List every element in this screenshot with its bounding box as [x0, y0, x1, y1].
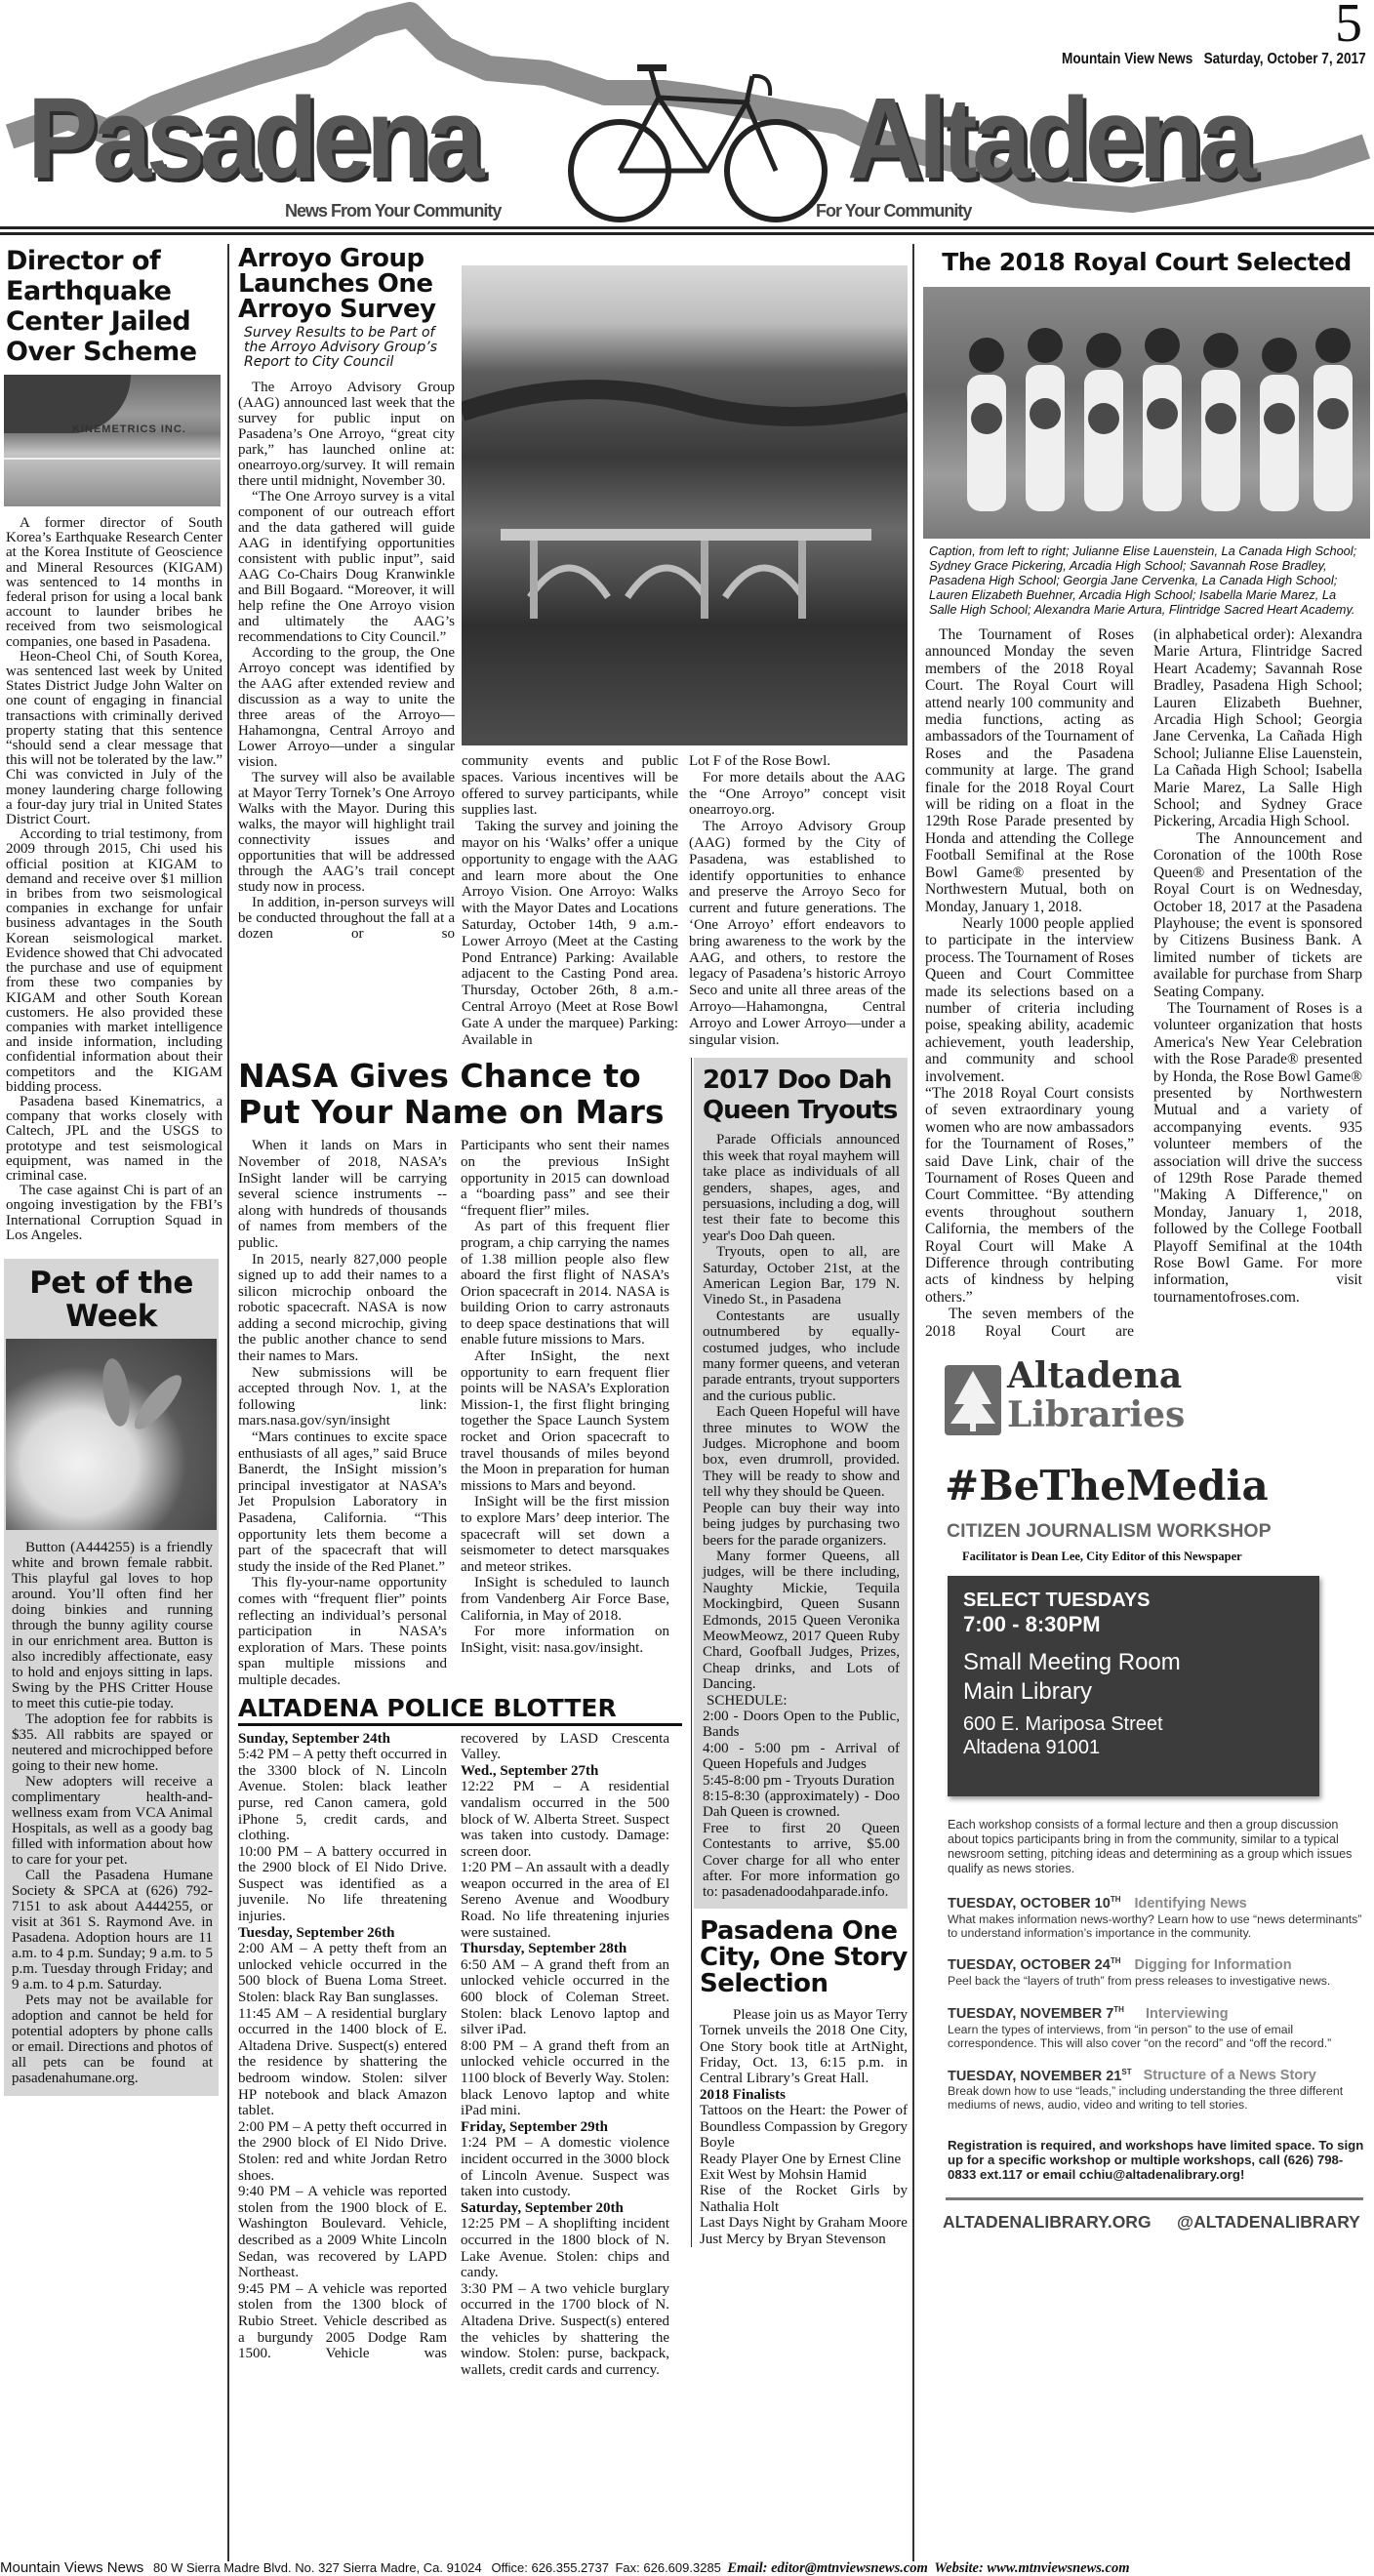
- finalists-label: 2018 Finalists: [700, 2086, 786, 2103]
- blotter-col1: [238, 1731, 447, 2362]
- masthead: [0, 0, 1374, 239]
- schedule-item: 4:00 - 5:00 pm - Arrival of Queen Hopefuls and Judges: [703, 1740, 900, 1773]
- blotter-day: Sunday, September 24th: [238, 1730, 391, 1747]
- library-website[interactable]: ALTADENALIBRARY.ORG: [943, 2211, 1152, 2232]
- blotter-entry: Tuesday, September 26th 2:00 AM – A petty theft from an unlocked vehicle occurred in the 500 block of Buena Loma Street. Stolen: black Ray Ban sunglasses.: [238, 1924, 447, 2006]
- paragraph: Contestants are usually outnumbered by equally-costumed judges, who include many former queens, and veteran parade entrants, tryout supporters and the curious public.: [703, 1308, 900, 1404]
- paragraph: Taking the survey and joining the mayor on his ‘Walks’ offer a unique opportunity to engage with the AAG and learn more about the One Arroyo Vision. One Arroyo: Walks with the Mayor Dates and Locations Saturday, October 14th, 9 a.m.- Lower Arroyo (Meet at the Casting Pond Entrance) Parking: Available adjacent to the Casting Pond area. Thursday, October 26th, 8 a.m.- Central Arroyo (Meet at Rose Bowl Gate A under the marquee) Parking: Available in: [462, 819, 678, 1048]
- paragraph: New submissions will be accepted through Nov. 1, at the following link: mars.nasa.gov/syn/insight: [238, 1364, 447, 1429]
- paragraph: Many former Queens, all judges, will be there including, Naughty Mickie, Tequila Mockingbird, Queen Susann Edmonds, 2015 Queen Veronika MeowMeowz, 2017 Queen Ruby Chard, Goofball Judges, Prizes, Cheap drinks, and Lots of Dancing.: [703, 1548, 900, 1693]
- box-line: 7:00 - 8:30PM: [963, 1612, 1101, 1637]
- paragraph: The Announcement and Coronation of the 100th Rose Queen® and Presentation of the Royal Court is on Wednesday, October 18, 2017 at the Pasadena Playhouse; the event is sponsored by Citizens Business Bank. A limited number of tickets are available for purchase from Sharp Seating Company.: [1153, 829, 1362, 1000]
- finalist-item: Exit West by Mohsin Hamid: [700, 2166, 868, 2183]
- box-line: Small Meeting Room: [963, 1649, 1181, 1676]
- pet-body: [12, 1540, 213, 2086]
- blotter-entry: 11:45 AM – A residential burglary occurred in the 1400 block of E. Altadena Drive. Suspect(s) entered the residence by shattering the bedroom window. Stolen: silver HP notebook and black Amazon tablet.: [238, 2005, 447, 2119]
- footer-fax: Fax: 626.609.3285: [615, 2560, 721, 2575]
- article-body-col1: [238, 1138, 447, 1688]
- paragraph: InSight will be the first mission to explore Mars’ deep interior. The spacecraft will set down a seismometer to detect marsquakes and meteor strikes.: [461, 1494, 669, 1575]
- library-handle[interactable]: @ALTADENALIBRARY: [1177, 2211, 1360, 2232]
- article-headline: Arroyo Group Launches One Arroyo Survey: [238, 244, 436, 324]
- article-subhead: Survey Results to be Part of the Arroyo Advisory Group’s Report to City Council: [244, 325, 438, 370]
- paper-date: Mountain View News Saturday, October 7, 2017: [1062, 51, 1366, 67]
- blotter-entry: 9:45 PM – A vehicle was reported stolen from the 1300 block of Rubio Street. Vehicle described as a burgundy 2005 Dodge Ram 1500. Vehicle was: [238, 2280, 447, 2362]
- paragraph: Pets may not be available for adoption and cannot be held for potential adopters by phone calls or email. Directions and photos of all pets can be found at pasadenahumane.org.: [12, 1992, 213, 2086]
- tagline-left: News From Your Community: [285, 201, 502, 221]
- blotter-day: Saturday, September 20th: [461, 2199, 624, 2216]
- article-body-col1: [238, 380, 455, 942]
- paragraph: For more information on InSight, visit: nasa.gov/insight.: [461, 1624, 669, 1656]
- paragraph: “The 2018 Royal Court consists of seven extraordinary young women who are now ambassadors for the Tournament of Roses,” said Dave Link, chair of the Tournament of Roses Queen and Court Committee. “By attending events throughout southern California, the members of the Royal Court will Make A Difference through contributing acts of kindness by helping others.”: [925, 1084, 1134, 1306]
- paragraph: “The One Arroyo survey is a vital component of our outreach effort and the data gathered will guide AAG in identifying opportunities consistent with public input”, said AAG Co-Chairs Doug Kranwinkle and Bill Bogaard. “Moreover, it will help refine the One Arroyo vision and ultimately the AAG’s recommendations to City Council.”: [238, 489, 455, 645]
- paragraph: According to trial testimony, from 2009 through 2015, Chi used his official position at KIGAM to demand and receive over $1 million in bribes from two seismological companies in exchange for unfair business advantages in the South Korean seismological market. Evidence showed that Chi advocated the purchase and use of equipment from these two companies by KIGAM and other South Korean customers. He also provided these companies with market intelligence and inside information, including confidential information about their competitors and the KIGAM bidding process.: [6, 826, 222, 1095]
- session: TUESDAY, OCTOBER 24TH Digging for Information Peel back the “layers of truth” from press releases to investigative news.: [948, 1956, 1331, 1989]
- paragraph: The adoption fee for rabbits is $35. All rabbits are spayed or neutered and microchipped before going to their new home.: [12, 1711, 213, 1774]
- logo-line1: Altadena: [1007, 1355, 1183, 1397]
- schedule-item: 2:00 - Doors Open to the Public, Bands: [703, 1708, 900, 1741]
- blotter-day: Friday, September 29th: [461, 2118, 608, 2135]
- royal-court-photo: [923, 287, 1370, 539]
- paragraph: (in alphabetical order): Alexandra Marie Artura, Flintridge Sacred Heart Academy; Savannah Rose Bradley, Pasadena High School; Lauren Elizabeth Buehner, Arcadia High School; Georgia Jane Cervenka, La Cañada High School; Julianne Elise Lauenstein, La Cañada High School; Isabella Marie Marez, La Salle High School; and Sydney Grace Pickering, Arcadia High School.: [1153, 626, 1362, 830]
- ad-rule: [946, 2197, 1363, 2200]
- paragraph: Free to first 20 Queen Contestants to arrive, $5.00 Cover charge for all who enter after. For more information go to: pasadenadoodahparade.info.: [703, 1820, 900, 1901]
- blotter-entry: 1:20 PM – An assault with a deadly weapon occurred in the area of El Sereno Avenue and Woodbury Road. No life threatening injuries were sustained.: [461, 1860, 669, 1941]
- kinemetrics-building-photo: [4, 375, 221, 506]
- paragraph: Nearly 1000 people applied to participate in the interview process. The Tournament of Roses Queen and Court Committee made its selections based on a number of criteria including poise, speaking ability, academic achievement, youth leadership, and community and school involvement.: [925, 914, 1135, 1085]
- paragraph: According to the group, the One Arroyo concept was identified by the AAG after extended review and discussion as a way to unite the three areas of the Arroyo—Hahamongna, Central Arroyo and Lower Arroyo—under a singular vision.: [238, 645, 455, 770]
- masthead-rule: [0, 226, 1374, 235]
- paragraph: Parade Officials announced this week that royal mayhem will take place as individuals of all genders, shapes, ages, and persuasions, including a dog, will test their fate to become this year's Doo Dah queen.: [703, 1132, 900, 1244]
- registration-note: Registration is required, and workshops have limited space. To sign up for a specific workshop or multiple workshops, call (626) 798-0833 ext.117 or email cchiu@altadenalibrary.org!: [948, 2137, 1364, 2182]
- article-headline: Pasadena One City, One Story Selection: [700, 1915, 908, 1998]
- blotter-entry: Friday, September 29th 1:24 PM – A domestic violence incident occurred in the 3000 block of Lincoln Avenue. Suspect was taken into custody.: [461, 2118, 669, 2200]
- article-body-col2: [461, 1138, 669, 1656]
- article-headline: NASA Gives Chance to Put Your Name on Mars: [238, 1057, 665, 1132]
- tree-icon: [945, 1365, 1001, 1435]
- footer: [0, 2560, 1374, 2576]
- pet-headline: Pet of the Week: [29, 1265, 193, 1334]
- sessions-list: [948, 1890, 1367, 2113]
- schedule-item: 8:15-8:30 (approximately) - Doo Dah Queen is crowned.: [703, 1789, 900, 1821]
- paragraph: Button (A444255) is a friendly white and brown female rabbit. This playful gal loves to hop around. You’ll often find her doing binkies and running through the bunny agility course in our enrichment area. Button is also incredibly affectionate, easy to hold and enjoys sitting in laps. Swing by the PHS Critter House to meet this cutie-pie today.: [12, 1539, 213, 1711]
- paragraph: Pasadena based Kinematrics, a company that works closely with Caltech, JPL and the USGS to prototype and test seismological equipment, was named in the criminal case.: [6, 1093, 222, 1184]
- right-column: [921, 246, 1372, 2329]
- column-rule: [912, 244, 914, 2561]
- tagline-right: For Your Community: [816, 201, 972, 221]
- arroyo-right: [462, 246, 908, 1048]
- pet-of-the-week: [4, 1259, 219, 2096]
- paragraph: Please join us as Mayor Terry Tornek unveils the 2018 One City, One Story book title at ArtNight, Friday, Oct. 13, 6:15 p.m. in Central Library’s Great Hall.: [700, 2006, 908, 2087]
- session-topic: Structure of a News Story: [1143, 2068, 1316, 2084]
- session-topic: Identifying News: [1134, 1895, 1247, 1912]
- blotter-entry: 2:00 PM – A petty theft occurred in the 2900 block of El Nido Drive. Stolen: red and white Jordan Retro shoes.: [238, 2118, 447, 2184]
- paragraph: InSight is scheduled to launch from Vandenberg Air Force Base, California, in May of 2018.: [461, 1575, 669, 1624]
- altadena-libraries-ad: [921, 1353, 1372, 2329]
- paragraph: The Arroyo Advisory Group (AAG) formed by the City of Pasadena, was established to identify opportunities to enhance and preserve the Arroyo Seco for current and future generations. The ‘One Arroyo’ effort endeavors to bring awareness to the work by the AAG, and others, to restore the legacy of Pasadena’s historic Arroyo Seco and unite all three areas of the Arroyo—Hahamongna, Central Arroyo and Lower Arroyo—under a singular vision.: [689, 819, 906, 1048]
- footer-website[interactable]: Website: www.mtnviewsnews.com: [934, 2560, 1130, 2576]
- paragraph: community events and public spaces. Various incentives will be offered to survey participants, while supplies last.: [462, 753, 678, 819]
- left-column: [4, 246, 222, 2096]
- paragraph: People can buy their way into being judges by purchasing two beers for the parade organizers.: [703, 1500, 900, 1549]
- paragraph: Each Queen Hopeful will have three minutes to WOW the Judges. Microphone and boom box, even drumroll, provided. They will be ready to show and tell why they should be Queen.: [703, 1404, 900, 1501]
- blotter-day: Wed., September 27th: [461, 1762, 599, 1779]
- article-arroyo-col2: [462, 753, 678, 1048]
- paragraph: The case against Chi is part of an ongoing investigation by the FBI’s International Corruption Squad in Los Angeles.: [6, 1183, 222, 1243]
- article-body: [703, 1132, 900, 1901]
- paragraph: The survey will also be available at Mayor Terry Tornek’s One Arroyo Walks with the Mayor. During this walks, the mayor will highlight trail connectivity issues and opportunities that will be addressed through the AAG’s trail concept study now in process.: [238, 770, 455, 895]
- arroyo-row: [238, 246, 909, 1048]
- paragraph: New adopters will receive a complimentary health-and-wellness exam from VCA Animal Hospitals, as well as a goody bag filled with information about how to care for your pet.: [12, 1773, 213, 1868]
- logo-altadena: Altadena: [847, 74, 1252, 203]
- article-headline: 2017 Doo Dah Queen Tryouts: [703, 1066, 898, 1126]
- paragraph: After InSight, the next opportunity to earn frequent flier points will be NASA’s Exploration Mission-1, the first flight bringing together the Space Launch System rocket and Orion spacecraft to travel thousands of miles beyond the Moon in preparation for human missions to Mars and beyond.: [461, 1348, 669, 1494]
- footer-paper: Mountain Views News: [0, 2559, 144, 2576]
- session: TUESDAY, OCTOBER 10TH Identifying News What makes information news-worthy? Learn how to use “news determinants” to understand information’s importance in the community.: [948, 1895, 1362, 1940]
- blotter-headline: ALTADENA POLICE BLOTTER: [238, 1695, 682, 1726]
- article-arroyo-col3: [689, 753, 906, 1048]
- article-royal-court: [921, 246, 1372, 1340]
- doodah-and-onecity: [691, 1058, 908, 2247]
- ad-lower: [943, 1818, 1367, 2233]
- session-topic: Digging for Information: [1134, 1957, 1292, 1974]
- logo-pasadena: Pasadena: [27, 74, 479, 203]
- article-nasa: [238, 1058, 682, 1688]
- article-body: [6, 516, 222, 1243]
- article-body-col2: [1153, 626, 1362, 1306]
- box-line: Main Library: [963, 1678, 1093, 1706]
- blotter-entry: Saturday, September 20th 12:25 PM – A shoplifting incident occurred in the 1800 block of N. Lake Avenue. Stolen: chips and candy.: [461, 2199, 669, 2281]
- article-arroyo: [238, 246, 455, 942]
- footer-address: 80 W Sierra Madre Blvd. No. 327 Sierra Madre, Ca. 91024: [153, 2560, 482, 2575]
- paragraph: For more details about the AAG the “One Arroyo” concept visit onearroyo.org.: [689, 769, 906, 819]
- paragraph: The seven members of the 2018 Royal Court are: [925, 1306, 1134, 1340]
- schedule-label: SCHEDULE:: [707, 1692, 788, 1709]
- footer-office: Office: 626.355.2737: [491, 2560, 609, 2575]
- schedule-box: [948, 1576, 1319, 1796]
- paragraph: Heon-Cheol Chi, of South Korea, was sentenced last week by United States District Judge John Walter on one count of engaging in financial transactions with criminally derived property stating that this sentence “should send a clear message that this will not be tolerated by the law.” Chi was convicted in July of the money laundering charge following a four-day jury trial in United States District Court.: [6, 648, 222, 828]
- finalist-item: Ready Player One by Ernest Cline: [700, 2151, 902, 2167]
- paragraph: “Mars continues to excite space enthusiasts of all ages,” said Bruce Banerdt, the InSight mission’s principal investigator at NASA’s Jet Propulsion Laboratory in Pasadena, California. “This opportunity lets them become a part of the spacecraft that will study the inside of the Red Planet.”: [238, 1429, 447, 1575]
- blotter-entry: 8:00 PM – A grand theft from an unlocked vehicle occurred in the 1100 block of Beverly Way. Stolen: black Lenovo laptop and white iPad mini.: [461, 2037, 669, 2119]
- blotter-entry: 3:30 PM – A two vehicle burglary occurred in the 1700 block of N. Altadena Drive. Suspect(s) entered the vehicles by shattering the window. Stolen: purse, backpack, wallets, credit cards and currency.: [461, 2280, 669, 2378]
- session: TUESDAY, NOVEMBER 7TH Interviewing Learn the types of interviews, from “in person” to the use of email correspondence. This will also cover “on the record” and “off the record.”: [948, 2005, 1332, 2050]
- article-doodah: [694, 1058, 908, 1909]
- rabbit-photo: [6, 1339, 217, 1530]
- middle-columns: [238, 246, 909, 2378]
- box-line: 600 E. Mariposa Street: [963, 1713, 1163, 1736]
- workshop-subtitle: CITIZEN JOURNALISM WORKSHOP: [947, 1520, 1272, 1543]
- paragraph: The Tournament of Roses announced Monday the seven members of the 2018 Royal Court. The Royal Court will attend nearly 100 community and media functions, acting as ambassadors of the Tournament of Roses and the Pasadena community at large. The grand finale for the 2018 Royal Court will be riding on a float in the 129th Rose Parade presented by Honda and attending the College Football Semifinal at the Rose Bowl Game® presented by Northwestern Mutual, both on Monday, January 1, 2018.: [925, 626, 1134, 915]
- paragraph: The Arroyo Advisory Group (AAG) announced last week that the survey for public input on Pasadena’s One Arroyo, “great city park,” has launched online at: onearroyo.org/survey. It will remain there until midnight, November 30.: [238, 380, 455, 489]
- logo-line2: Libraries: [1007, 1394, 1186, 1436]
- blotter-entry: Thursday, September 28th 6:50 AM – A grand theft from an unlocked vehicle occurred in the 600 block of Coleman Street. Stolen: black Lenovo laptop and silver iPad.: [461, 1941, 669, 2038]
- article-body: [700, 2007, 908, 2247]
- arroyo-bridge-photo: [462, 265, 908, 745]
- finalist-item: Just Mercy by Bryan Stevenson: [700, 2231, 886, 2247]
- session-topic: Interviewing: [1145, 2005, 1229, 2022]
- session: TUESDAY, NOVEMBER 21ST Structure of a News Story Break down how to use “leads,” including understanding the three different mediums of news, audio, video and writing to tell stories.: [948, 2067, 1344, 2113]
- box-line: SELECT TUESDAYS: [963, 1590, 1151, 1612]
- paragraph: A former director of South Korea’s Earthquake Research Center at the Korea Institute of Geoscience and Mineral Resources (KIGAM) was sentenced to 14 months in federal prison for using a local bank account to launder bribes he received from two seismological companies, one based in Pasadena.: [6, 515, 222, 650]
- blotter-entry: 9:40 PM – A vehicle was reported stolen from the 1900 block of E. Washington Boulevard. Vehicle, described as a 2009 White Lincoln Sedan, was recovered by LAPD Northeast.: [238, 2184, 447, 2281]
- article-onecity: [694, 1915, 908, 2247]
- photo-caption: Caption, from left to right; Julianne Elise Lauenstein, La Canada High School; Sydney Grace Pickering, Arcadia High School; Savannah Rose Bradley, Pasadena High School; Georgia Jane Cervenka, La Canada High School; Lauren Elizabeth Buehner, Arcadia High School; Isabella Marie Marez, La Salle High School; Alexandra Marie Artura, Flintridge Sacred Heart Academy.: [929, 543, 1357, 617]
- paragraph: Lot F of the Rose Bowl.: [689, 753, 830, 769]
- hashtag-title: #BeTheMedia: [945, 1462, 1269, 1510]
- article-director: [4, 246, 222, 1243]
- blotter-day: Thursday, September 28th: [461, 1941, 627, 1957]
- paragraph: As part of this frequent flier program, a chip carrying the names of 1.38 million people also flew aboard the first flight of NASA’s Orion spacecraft in 2014. NASA is building Orion to carry astronauts to deep space destinations that will enable future missions to Mars.: [461, 1219, 669, 1348]
- paragraph: Tryouts, open to all, are Saturday, October 21st, at the American Legion Bar, 179 N. Vinedo St., in Pasadena: [703, 1244, 900, 1308]
- workshop-description: Each workshop consists of a formal lecture and then a group discussion about topics participants bring in from the community, similar to a typical newsroom setting, pitching ideas and determining as a group which issues qualify as news stories.: [948, 1818, 1353, 1876]
- finalist-item: Last Days Night by Graham Moore: [700, 2215, 908, 2232]
- schedule-item: 5:45-8:00 pm - Tryouts Duration: [703, 1772, 895, 1789]
- bicycle-icon: [561, 59, 834, 224]
- paragraph: This fly-your-name opportunity comes with “frequent flier” points reflecting an individual’s personal participation in NASA’s exploration of Mars. These points span multiple missions and multiple decades.: [238, 1575, 447, 1688]
- lower-middle-row: [238, 1058, 909, 2378]
- facilitator-note: Facilitator is Dean Lee, City Editor of this Newspaper: [962, 1550, 1242, 1564]
- building-sign: KINEMETRICS INC.: [72, 423, 186, 435]
- box-line: Altadena 91001: [963, 1737, 1101, 1759]
- blotter-day: Tuesday, September 26th: [238, 1924, 395, 1941]
- paragraph: Participants who sent their names on the previous InSight opportunity in 2015 can download a “boarding pass” and see their “frequent flier” miles.: [461, 1138, 669, 1219]
- blotter-entry: recovered by LASD Crescenta Valley.: [461, 1730, 669, 1763]
- article-headline: Director of Earthquake Center Jailed Over Scheme: [6, 246, 197, 367]
- police-blotter: [238, 1695, 682, 2379]
- paragraph: The Tournament of Roses is a volunteer organization that hosts America's New Year Celebration with the Rose Parade® presented by Honda, the Rose Bowl Game® presented by Northwestern Mutual and a variety of accompanying events. 935 volunteer members of the association will drive the success of 129th Rose Parade themed "Making A Difference," on Monday, January 1, 2018, followed by the College Football Playoff Semifinal at the 104th Rose Bowl Game. For more information, visit tournamentofroses.com.: [1153, 999, 1362, 1306]
- paragraph: In 2015, nearly 827,000 people signed up to add their names to a silicon microchip onboard the robotic spacecraft. NASA is now adding a second microchip, giving the public another chance to send their names to Mars.: [238, 1251, 447, 1365]
- paragraph: Call the Pasadena Humane Society & SPCA at (626) 792-7151 to ask about A444255, or visit at 361 S. Raymond Ave. in Pasadena. Adoption hours are 11 a.m. to 4 p.m. Sunday; 9 a.m. to 5 p.m. Tuesday through Friday; and 9 a.m. to 4 p.m. Saturday.: [12, 1867, 213, 1992]
- blotter-col2: [461, 1731, 669, 2379]
- article-headline: The 2018 Royal Court Selected: [942, 248, 1352, 276]
- finalist-item: Tattoos on the Heart: the Power of Boundless Compassion by Gregory Boyle: [700, 2103, 908, 2152]
- nasa-and-blotter: [238, 1058, 682, 2378]
- blotter-entry: Sunday, September 24th 5:42 PM – A petty theft occurred in the 3300 block of N. Lincoln Avenue. Stolen: black leather purse, red Canon camera, gold iPhone 5, credit cards, and clothing.: [238, 1730, 447, 1844]
- paragraph: When it lands on Mars in November of 2018, NASA’s InSight lander will be carrying several science instruments -- along with hundreds of thousands of names from members of the public.: [238, 1138, 447, 1251]
- paragraph: In addition, in-person surveys will be conducted throughout the fall at a dozen or so: [238, 895, 455, 942]
- article-body-col1: [925, 626, 1134, 1340]
- finalist-item: Rise of the Rocket Girls by Nathalia Holt: [700, 2183, 908, 2215]
- column-rule: [227, 244, 229, 2561]
- footer-email[interactable]: Email: editor@mtnviewsnews.com: [727, 2560, 928, 2576]
- page-number: 5: [1335, 0, 1362, 54]
- blotter-entry: 10:00 PM – A battery occurred in the 2900 block of El Nido Drive. Suspect was identified as a juvenile. No life threatening injuries.: [238, 1843, 447, 1925]
- blotter-entry: Wed., September 27th 12:22 PM – A residential vandalism occurred in the 500 block of W. Alberta Street. Suspect was taken into custody. Damage: screen door.: [461, 1762, 669, 1860]
